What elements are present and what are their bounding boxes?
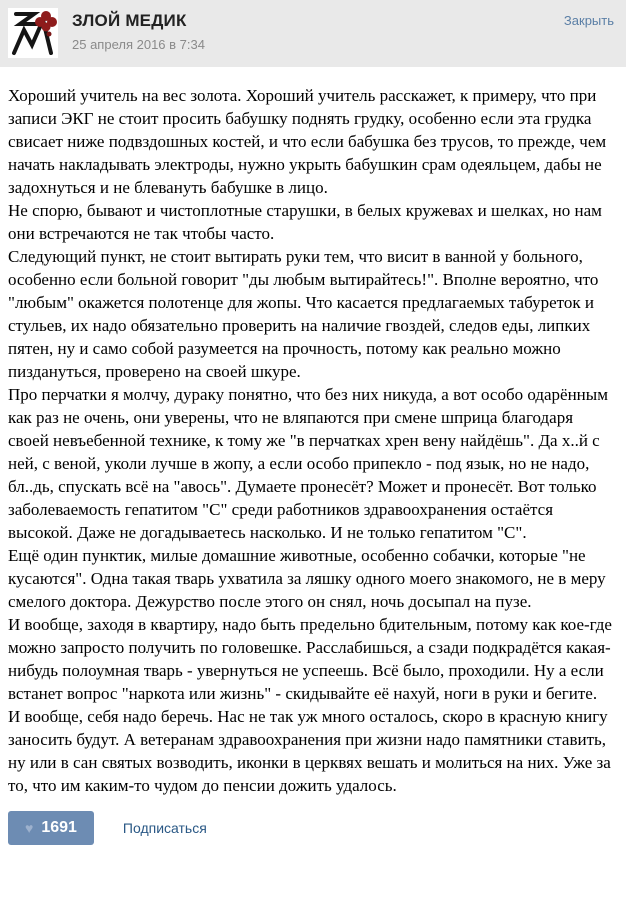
post-paragraph: И вообще, себя надо беречь. Нас не так уж много осталось, скоро в красную книгу заносить будут. А ветеранам здравоохранения при жизни надо памятники ставить, ну или в сан святых возводить, иконки в церквях вешать и молиться на них. Уже за то, что им каким-то чудом до пенсии дожить удалось.	[8, 707, 611, 795]
like-button[interactable]	[8, 811, 94, 845]
page-title: ЗЛОЙ МЕДИК	[72, 11, 187, 30]
subscribe-link[interactable]: Подписаться	[122, 820, 207, 836]
post-text	[0, 67, 626, 797]
header-info	[72, 11, 205, 52]
post-date: 25 апреля 2016 в 7:34	[72, 37, 205, 52]
post-paragraph: Следующий пункт, не стоит вытирать руки тем, что висит в ванной у больного, особенно если больной говорит "ды любым вытирайтесь!". Вполне вероятно, что "любым" окажется полотенце для жопы. Что касается предлагаемых табуреток и стульев, их надо обязательно проверить на наличие гвоздей, следов еды, липких пятен, ну и само собой разумеется на прочность, потому как реально можно пиздануться, проверено на своей шкуре.	[8, 247, 599, 381]
post-paragraph: Не спорю, бывают и чистоплотные старушки, в белых кружевах и шелках, но нам они встречаются не так чтобы часто.	[8, 201, 602, 243]
post-paragraph: И вообще, заходя в квартиру, надо быть предельно бдительным, потому как кое-где можно запросто получить по головешке. Расслабишься, а сзади подкрадётся какая-нибудь полоумная тварь - увернуться не успеешь. Всё было, проходили. Ну а если встанет вопрос "наркота или жизнь" - скидывайте её нахуй, ноги в руки и бегите.	[8, 615, 612, 703]
post-paragraph: Про перчатки я молчу, дураку понятно, что без них никуда, а вот особо одарённым как раз не очень, они уверены, что не вляпаются при смене шприца благодаря своей невъебенной технике, к тому же "в перчатках хрен вену найдёшь". Да х..й с ней, с веной, уколи лучше в жопу, а если особо припекло - под язык, но не надо, бл..дь, спускать всё на "авось". Думаете пронесёт? Может и пронесёт. Вот только заболеваемость гепатитом "С" среди работников здравоохранения остаётся высокой. Даже не догадываетесь насколько. И не только гепатитом "С".	[8, 385, 608, 542]
post-footer	[0, 797, 626, 845]
heart-icon: ♥	[25, 820, 34, 836]
post-paragraph: Ещё один пунктик, милые домашние животные, особенно собачки, которые "не кусаются". Одна такая тварь ухватила за ляшку одного моего знакомого, не в меру смелого доктора. Дежурство после этого он снял, ночь досыпал на пузе.	[8, 546, 606, 611]
zm-logo-icon	[8, 8, 58, 58]
close-button[interactable]: Закрыть	[563, 13, 614, 28]
post-header	[0, 0, 626, 67]
post-paragraph: Хороший учитель на вес золота. Хороший учитель расскажет, к примеру, что при записи ЭКГ не стоит просить бабушку поднять грудку, особенно если эта грудка свисает ниже подвздошных костей, и что если бабушка без трусов, то прежде, чем начать накладывать электроды, нужно укрыть бабушкин срам одеяльцем, дабы не задохнуться и не блевануть бабушке в лицо.	[8, 86, 607, 197]
avatar[interactable]	[8, 8, 58, 58]
likes-count: 1691	[41, 819, 77, 836]
